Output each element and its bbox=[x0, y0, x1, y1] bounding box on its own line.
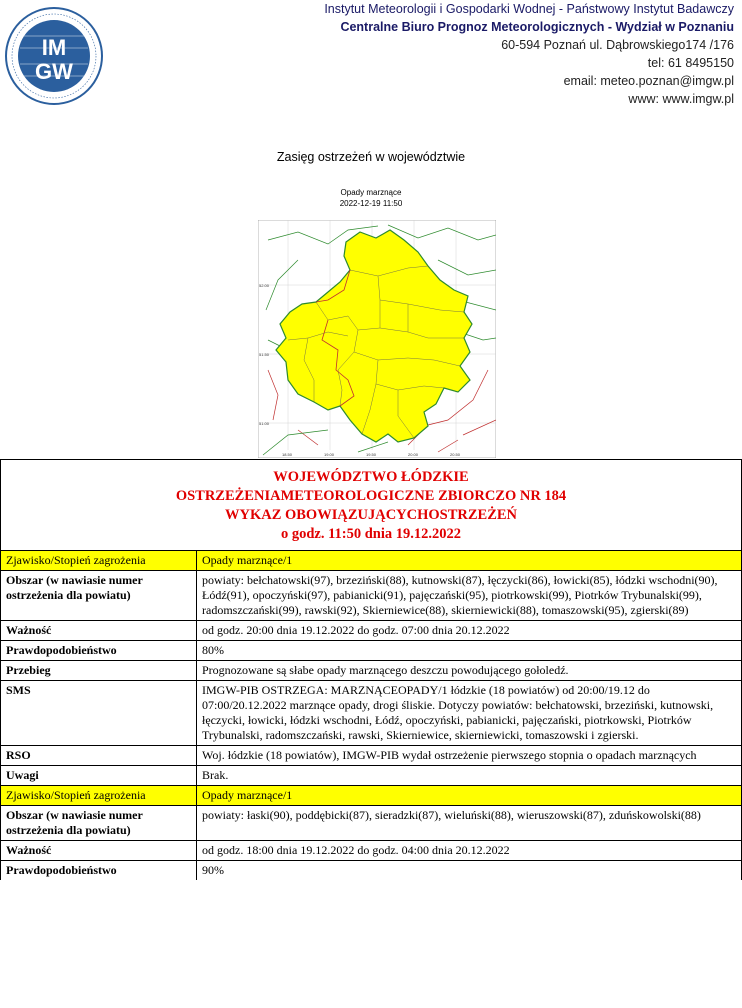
email-link[interactable]: email: meteo.poznan@imgw.pl bbox=[563, 74, 734, 88]
table-row bbox=[1, 841, 741, 861]
map-timestamp: 2022-12-19 11:50 bbox=[339, 199, 403, 208]
row-value: Prognozowane są słabe opady marznącego deszczu powodującego gołoledź. bbox=[197, 661, 742, 681]
row-label: RSO bbox=[1, 746, 197, 766]
lon-label: 20.50 bbox=[450, 452, 461, 457]
office-name: Centralne Biuro Prognoz Meteorologicznych - Wydział w Poznaniu bbox=[340, 20, 734, 34]
section-title: Zasięg ostrzeżeń w województwie bbox=[276, 150, 466, 164]
row-label: Prawdopodobieństwo bbox=[1, 861, 197, 881]
table-row bbox=[1, 681, 741, 746]
table-row bbox=[1, 661, 741, 681]
lat-label: 51.50 bbox=[259, 352, 270, 357]
row-value: powiaty: łaski(90), poddębicki(87), sieradzki(87), wieluński(88), wieruszowski(87), zduńskowolski(88) bbox=[197, 806, 742, 841]
institute-name: Instytut Meteorologii i Gospodarki Wodnej - Państwowy Instytut Badawczy bbox=[324, 2, 734, 16]
lat-label: 52.00 bbox=[259, 283, 270, 288]
institute-header bbox=[324, 0, 734, 108]
svg-text:IM: IM bbox=[41, 35, 67, 60]
row-value: Brak. bbox=[197, 766, 742, 786]
row-label: Zjawisko/Stopień zagrożenia bbox=[1, 786, 197, 806]
region-title: WOJEWÓDZTWO ŁÓDZKIE bbox=[273, 469, 469, 485]
warning-map bbox=[258, 220, 496, 458]
phone: tel: 61 8495150 bbox=[647, 56, 734, 70]
warning-title bbox=[1, 460, 741, 550]
lon-label: 20.00 bbox=[408, 452, 419, 457]
row-value: powiaty: bełchatowski(97), brzeziński(88), kutnowski(87), łęczycki(86), łowicki(85), łódzki wschodni(90), Łódź(91), opoczyński(97), pabianicki(91), pajęczański(95), piotrkowski(99), Piotrków Trybunalski(99), radomszczański(99), rawski(92), Skierniewice(88), skierniewicki(88), tomaszowski(95), zgierski(89) bbox=[197, 571, 742, 621]
row-label: Obszar (w nawiasie numer ostrzeżenia dla powiatu) bbox=[1, 806, 197, 841]
warning-table bbox=[1, 550, 741, 880]
row-label: Ważność bbox=[1, 621, 197, 641]
row-value: od godz. 20:00 dnia 19.12.2022 do godz. 07:00 dnia 20.12.2022 bbox=[197, 621, 742, 641]
table-row bbox=[1, 551, 741, 571]
lon-label: 19.50 bbox=[366, 452, 377, 457]
website-link[interactable]: www: www.imgw.pl bbox=[628, 92, 734, 106]
row-value: Opady marznące/1 bbox=[197, 786, 742, 806]
row-label: Przebieg bbox=[1, 661, 197, 681]
row-value: od godz. 18:00 dnia 19.12.2022 do godz. 04:00 dnia 20.12.2022 bbox=[197, 841, 742, 861]
row-value: 90% bbox=[197, 861, 742, 881]
map-caption bbox=[0, 187, 742, 209]
map-phenomenon: Opady marznące bbox=[340, 188, 402, 197]
row-value: IMGW-PIB OSTRZEGA: MARZNĄCEOPADY/1 łódzkie (18 powiatów) od 20:00/19.12 do 07:00/20.12.2022 marznące opady, drogi śliskie. Dotyczy powiatów: bełchatowski, brzeziński, kutnowski, łęczycki, łowicki, łódzki wschodni, Łódź, opoczyński, pabianicki, pajęczański, piotrkowski, Piotrków Trybunalski, radomszczański, rawski, Skierniewice, skierniewicki, tomaszowski i zgierski. bbox=[197, 681, 742, 746]
imgw-logo bbox=[4, 6, 104, 106]
row-label: SMS bbox=[1, 681, 197, 746]
lon-label: 19.00 bbox=[324, 452, 335, 457]
issue-time: o godz. 11:50 dnia 19.12.2022 bbox=[280, 526, 462, 542]
row-value: 80% bbox=[197, 641, 742, 661]
row-value: Woj. łódzkie (18 powiatów), IMGW-PIB wydał ostrzeżenie pierwszego stopnia o opadach marznących bbox=[197, 746, 742, 766]
list-title: WYKAZ OBOWIĄZUJĄCYCHOSTRZEŻEŃ bbox=[224, 507, 518, 523]
svg-text:GW: GW bbox=[35, 59, 73, 84]
lat-label: 51.00 bbox=[259, 421, 270, 426]
table-row bbox=[1, 571, 741, 621]
row-label: Ważność bbox=[1, 841, 197, 861]
warning-document bbox=[0, 459, 742, 880]
table-row bbox=[1, 861, 741, 881]
address: 60-594 Poznań ul. Dąbrowskiego174 /176 bbox=[501, 38, 734, 52]
row-value: Opady marznące/1 bbox=[197, 551, 742, 571]
row-label: Obszar (w nawiasie numer ostrzeżenia dla powiatu) bbox=[1, 571, 197, 621]
table-row bbox=[1, 806, 741, 841]
table-row bbox=[1, 621, 741, 641]
table-row bbox=[1, 766, 741, 786]
table-row bbox=[1, 786, 741, 806]
lon-label: 18.50 bbox=[282, 452, 293, 457]
table-row bbox=[1, 746, 741, 766]
bulletin-title: OSTRZEŻENIAMETEOROLOGICZNE ZBIORCZO NR 184 bbox=[175, 488, 567, 504]
row-label: Uwagi bbox=[1, 766, 197, 786]
row-label: Zjawisko/Stopień zagrożenia bbox=[1, 551, 197, 571]
row-label: Prawdopodobieństwo bbox=[1, 641, 197, 661]
table-row bbox=[1, 641, 741, 661]
